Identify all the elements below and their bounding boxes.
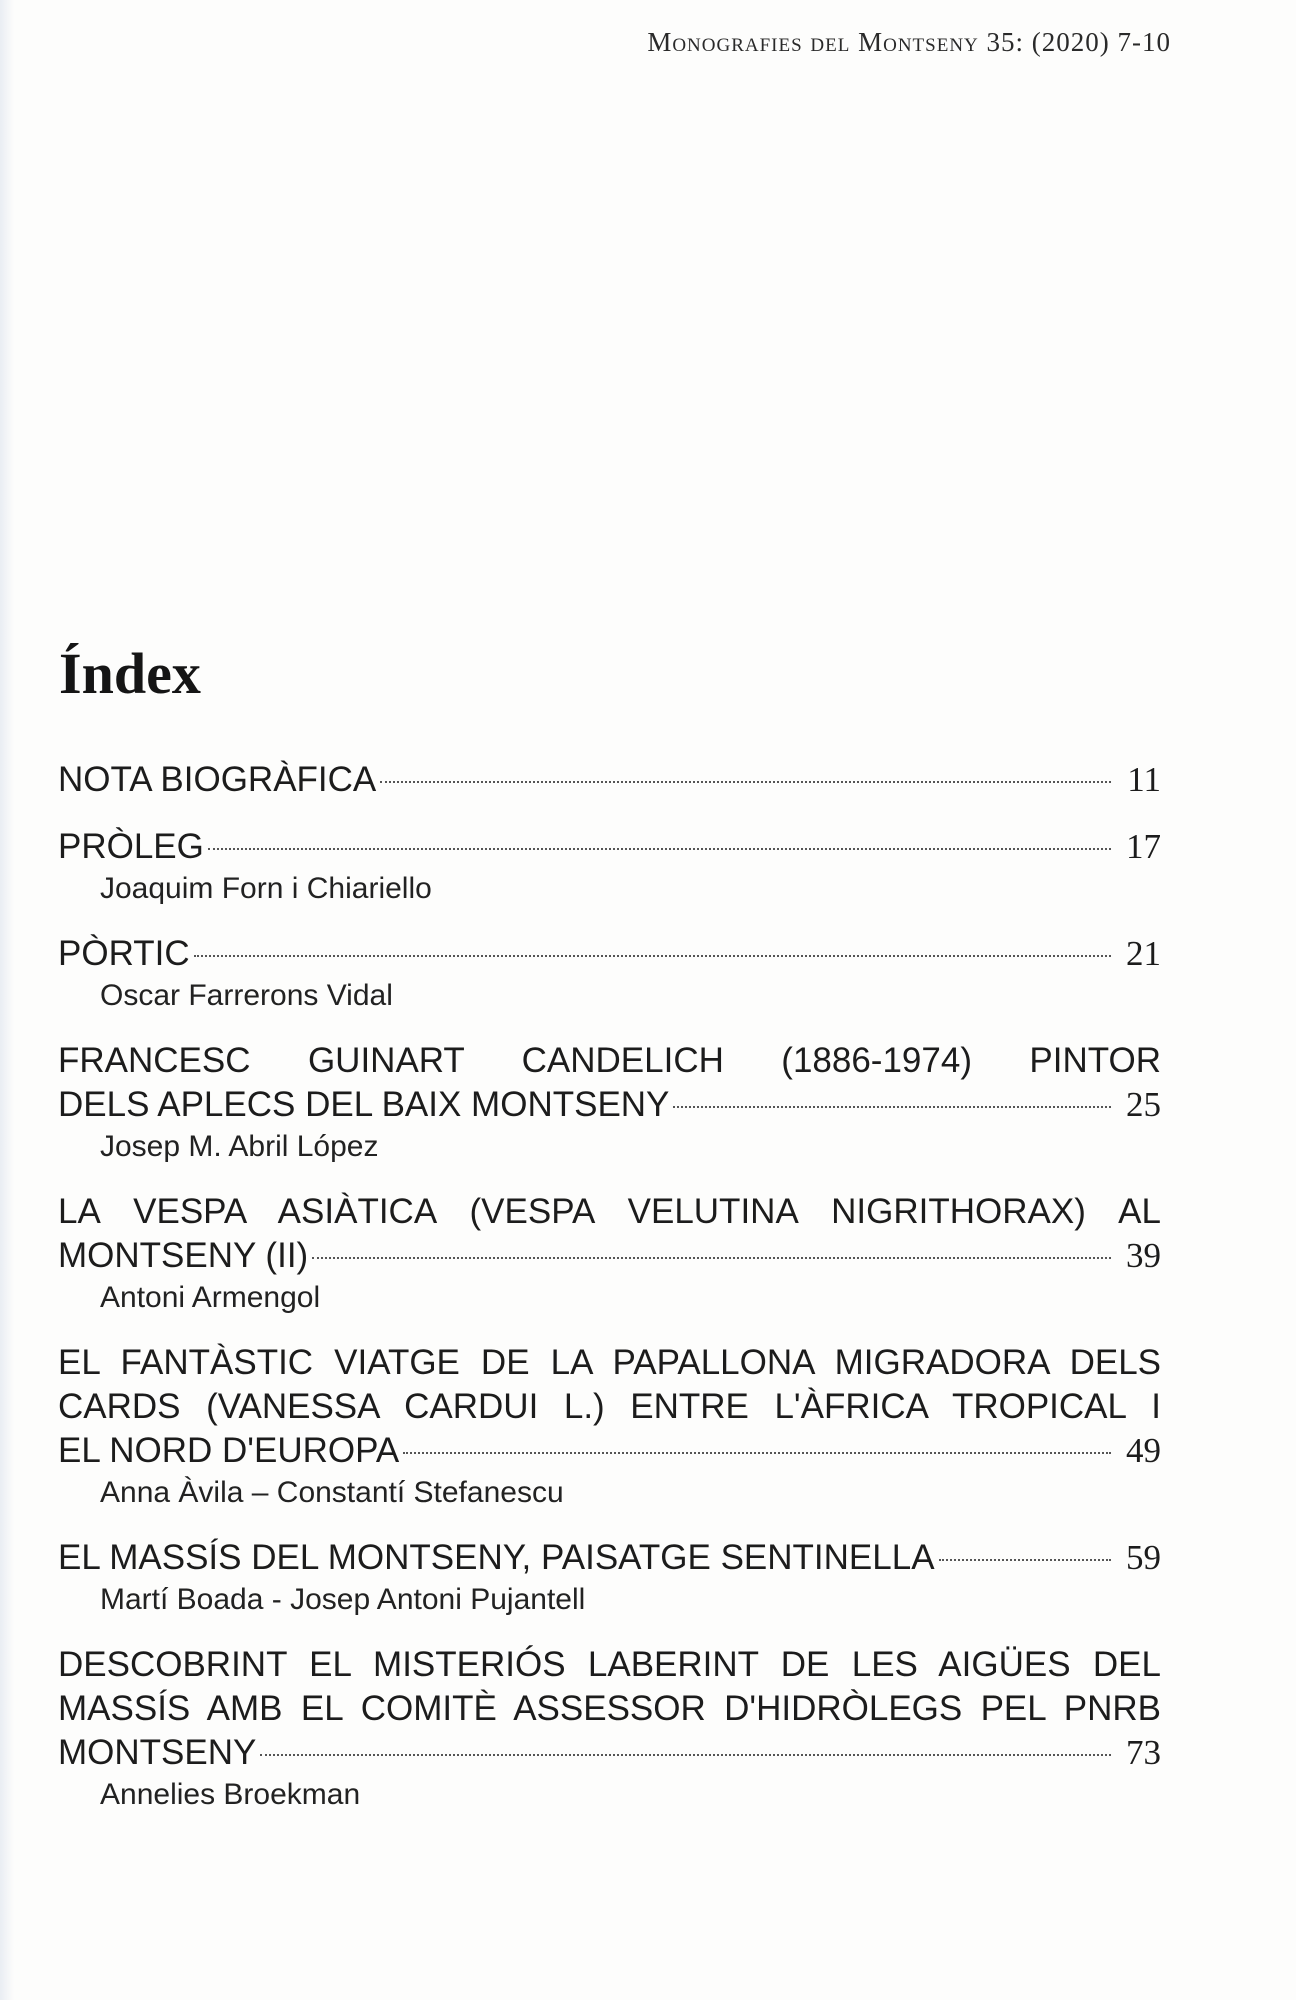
toc-entry-title-row <box>58 1429 1161 1473</box>
toc-entry-title-line: EL FANTÀSTIC VIATGE DE LA PAPALLONA MIGRADORA DELS <box>58 1343 1161 1382</box>
toc-entry-author: Oscar Farrerons Vidal <box>100 979 393 1012</box>
dot-leader <box>673 1106 1111 1108</box>
toc-entry-title: DELS APLECS DEL BAIX MONTSENY <box>58 1085 670 1124</box>
dot-leader <box>312 1257 1111 1259</box>
toc-entry-author: Annelies Broekman <box>100 1778 361 1811</box>
toc-entry[interactable] <box>58 758 1161 802</box>
toc-entry[interactable] <box>58 1536 1161 1620</box>
toc-entry-title-row <box>58 825 1161 869</box>
page-title: Índex <box>59 641 201 706</box>
toc-entry-author: Anna Àvila – Constantí Stefanescu <box>100 1476 564 1509</box>
toc-entry-title: NOTA BIOGRÀFICA <box>58 760 377 799</box>
toc-entry-page-number: 17 <box>1126 827 1161 866</box>
dot-leader <box>380 781 1111 783</box>
toc-entry-author: Antoni Armengol <box>100 1281 321 1314</box>
table-of-contents <box>58 758 1161 1838</box>
toc-entry-page-number: 59 <box>1126 1538 1161 1577</box>
dot-leader <box>403 1452 1111 1454</box>
toc-entry-page-number: 39 <box>1126 1236 1161 1275</box>
toc-entry-title-row <box>58 1731 1161 1775</box>
toc-entry-title-line: MASSÍS AMB EL COMITÈ ASSESSOR D'HIDRÒLEGS PEL PNRB <box>58 1689 1161 1728</box>
toc-entry-title-row <box>58 1234 1161 1278</box>
dot-leader <box>939 1559 1111 1561</box>
dot-leader <box>260 1754 1111 1756</box>
toc-entry[interactable] <box>58 1039 1161 1167</box>
toc-entry-title-line: DESCOBRINT EL MISTERIÓS LABERINT DE LES AIGÜES DEL <box>58 1645 1161 1684</box>
toc-entry-title-line: LA VESPA ASIÀTICA (VESPA VELUTINA NIGRITHORAX) AL <box>58 1192 1161 1231</box>
toc-entry-title: PRÒLEG <box>58 827 204 866</box>
page-edge <box>0 0 14 2000</box>
toc-entry-title: MONTSENY (II) <box>58 1236 309 1275</box>
toc-entry-page-number: 49 <box>1126 1431 1161 1470</box>
toc-entry[interactable] <box>58 825 1161 909</box>
toc-entry[interactable] <box>58 932 1161 1016</box>
toc-entry-title-line: FRANCESC GUINART CANDELICH (1886-1974) PINTOR <box>58 1041 1161 1080</box>
toc-entry-page-number: 21 <box>1126 934 1161 973</box>
toc-entry-author: Joaquim Forn i Chiariello <box>100 872 432 905</box>
toc-entry-page-number: 73 <box>1126 1733 1161 1772</box>
dot-leader <box>194 955 1111 957</box>
toc-entry-title: PÒRTIC <box>58 934 190 973</box>
dot-leader <box>208 848 1111 850</box>
toc-entry[interactable] <box>58 1190 1161 1318</box>
toc-entry-author: Josep M. Abril López <box>100 1130 379 1163</box>
toc-entry-title: MONTSENY <box>58 1733 257 1772</box>
toc-entry-title-line: CARDS (VANESSA CARDUI L.) ENTRE L'ÀFRICA TROPICAL I <box>58 1387 1161 1426</box>
toc-entry-author: Martí Boada - Josep Antoni Pujantell <box>100 1583 586 1616</box>
toc-entry[interactable] <box>58 1643 1161 1815</box>
toc-entry-title: EL NORD D'EUROPA <box>58 1431 400 1470</box>
toc-entry[interactable] <box>58 1341 1161 1513</box>
toc-entry-title-row <box>58 1083 1161 1127</box>
toc-entry-title: EL MASSÍS DEL MONTSENY, PAISATGE SENTINELLA <box>58 1538 935 1577</box>
toc-entry-title-row <box>58 932 1161 976</box>
toc-entry-page-number: 25 <box>1126 1085 1161 1124</box>
toc-entry-title-row <box>58 1536 1161 1580</box>
toc-entry-title-row <box>58 758 1161 802</box>
running-header: Monografies del Montseny 35: (2020) 7-10 <box>647 27 1171 57</box>
toc-entry-page-number: 11 <box>1127 760 1161 799</box>
